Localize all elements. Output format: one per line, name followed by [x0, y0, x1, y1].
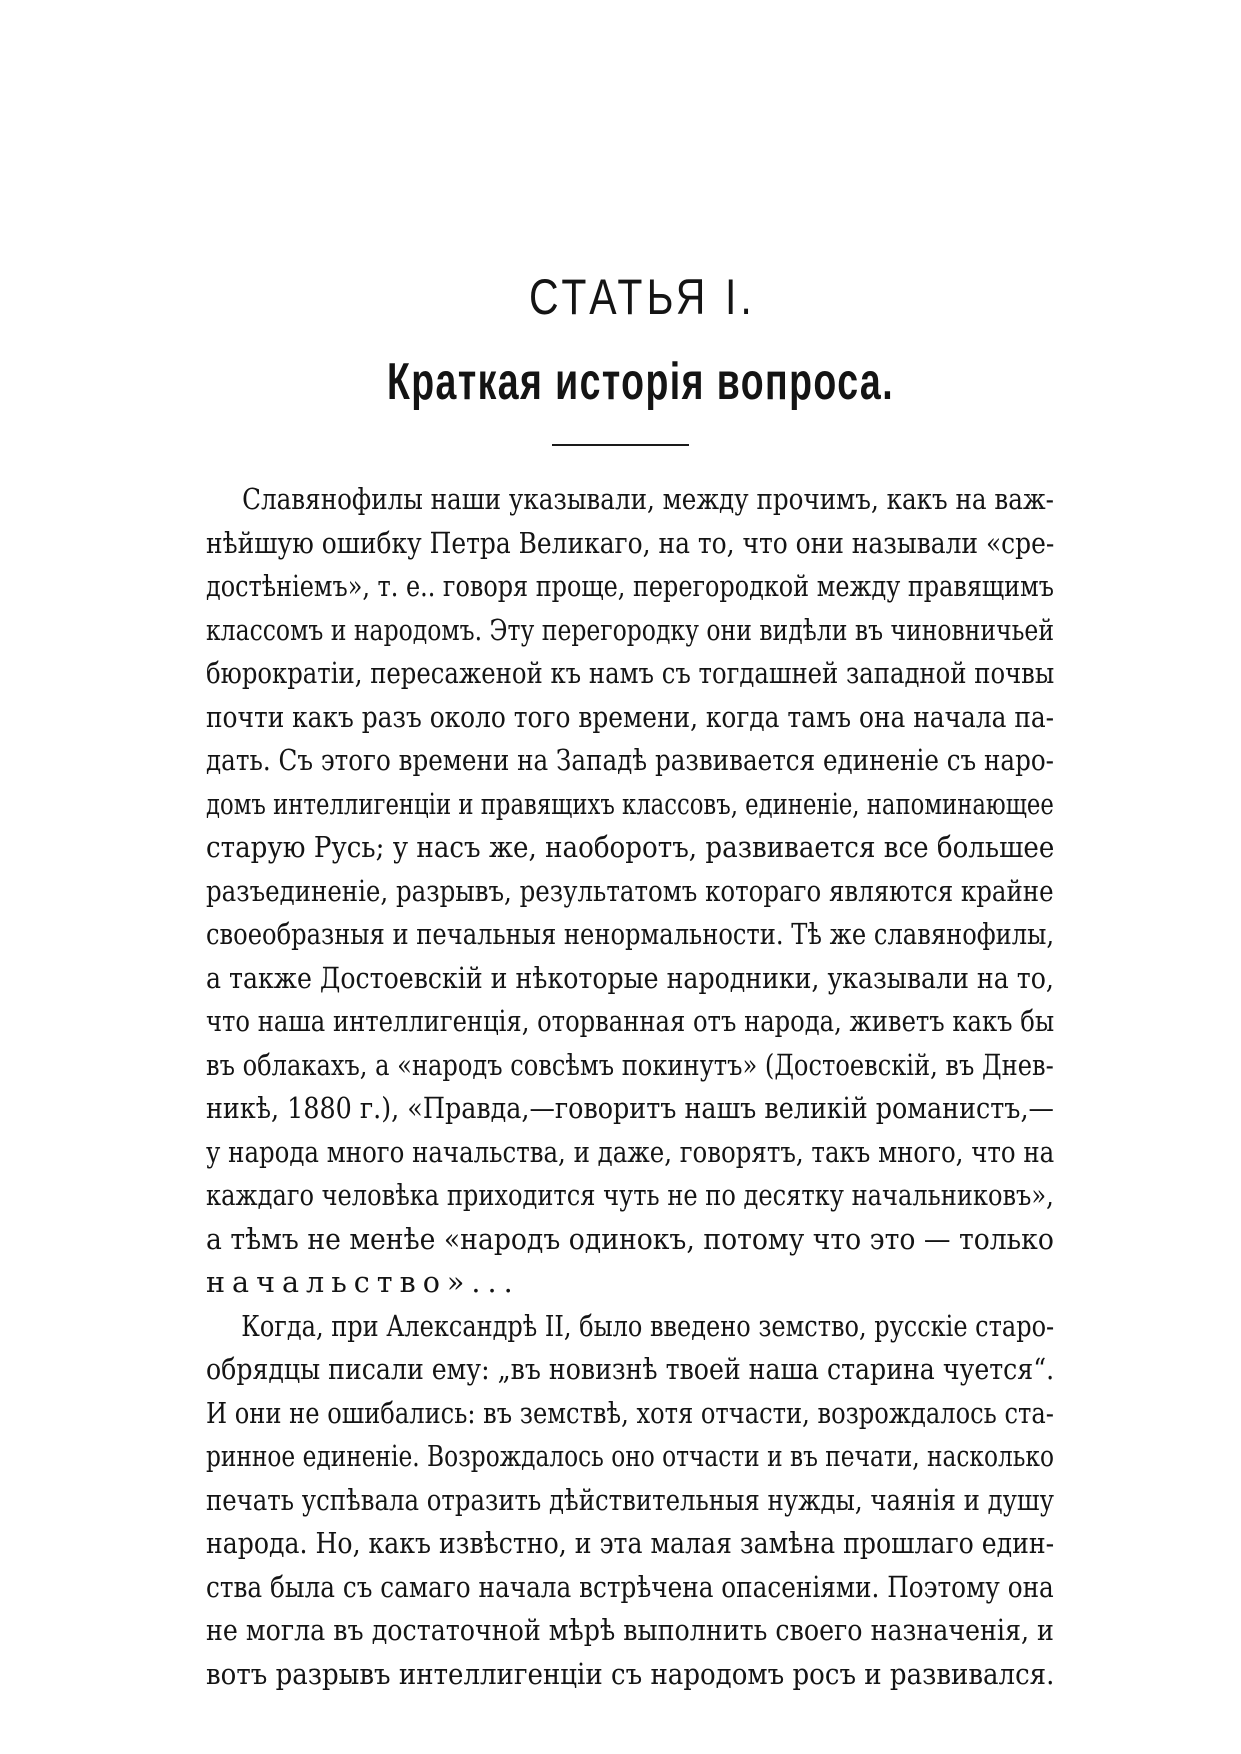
text-line: никѣ, 1880 г.), «Правда,—говоритъ нашъ великій романистъ,— [206, 1091, 1054, 1125]
text-line: почти какъ разъ около того времени, когда тамъ она начала па- [206, 699, 1055, 734]
text-line: ства была съ самаго начала встрѣчена опасеніями. Поэтому она [206, 1569, 1054, 1604]
text-line: начальство»... [206, 1265, 520, 1299]
text-line: своеобразныя и печальныя ненормальности. Тѣ же славянофилы, [206, 917, 1055, 951]
text-line: что наша интеллигенція, оторванная отъ народа, живетъ какъ бы [206, 1004, 1055, 1038]
text-line: Когда, при Александрѣ II, было введено земство, русскіе старо- [241, 1308, 1055, 1343]
text-line: ринное единеніе. Возрождалось оно отчасти и въ печати, насколько [206, 1439, 1054, 1473]
text-line: у народа много начальства, и даже, говорятъ, такъ много, что на [206, 1134, 1055, 1169]
article-body [206, 478, 1054, 1696]
text-line: старую Русь; у насъ же, наоборотъ, развивается все большее [206, 830, 1055, 864]
text-line: а также Достоевскій и нѣкоторые народники, указывали на то, [206, 960, 1054, 995]
chapter-subtitle: Краткая исторія вопроса. [386, 353, 895, 411]
text-line: И они не ошибались: въ земствѣ, хотя отчасти, возрождалось ста- [206, 1395, 1054, 1430]
text-line: нѣйшую ошибку Петра Великаго, на то, что они называли «сре- [206, 525, 1055, 560]
text-line: Славянофилы наши указывали, между прочимъ, какъ на важ- [242, 482, 1054, 516]
text-line: обрядцы писали ему: „въ новизнѣ твоей наша старина чуется“. [206, 1352, 1055, 1386]
paragraph-1 [206, 478, 1054, 1305]
text-line: печать успѣвала отразить дѣйствительныя нужды, чаянія и душу [206, 1482, 1054, 1517]
chapter-title: СТАТЬЯ I. [529, 269, 756, 325]
text-line: дать. Съ этого времени на Западѣ развивается единеніе съ наро- [206, 743, 1054, 777]
text-line: домъ интеллигенціи и правящихъ классовъ, единеніе, напоминающее [206, 786, 1054, 821]
text-line: бюрократіи, пересаженой къ намъ съ тогдашней западной почвы [206, 656, 1055, 690]
text-line: вотъ разрывъ интеллигенціи съ народомъ росъ и развивался. [206, 1656, 1055, 1691]
text-line: народа. Но, какъ извѣстно, и эта малая замѣна прошлаго един- [206, 1526, 1055, 1560]
text-line: каждаго человѣка приходится чуть не по десятку начальниковъ», [206, 1178, 1054, 1212]
text-line: а тѣмъ не менѣе «народъ одинокъ, потому что это — только [206, 1221, 1054, 1256]
text-line: не могла въ достаточной мѣрѣ выполнить своего назначенія, и [206, 1613, 1054, 1647]
text-line: разъединеніе, разрывъ, результатомъ котораго являются крайне [206, 873, 1054, 908]
paragraph-2 [206, 1305, 1054, 1697]
title-divider [552, 444, 689, 446]
text-line: классомъ и народомъ. Эту перегородку они видѣли въ чиновничьей [206, 612, 1054, 647]
text-line: въ облакахъ, а «народъ совсѣмъ покинутъ» (Достоевскій, въ Днев- [206, 1047, 1054, 1082]
text-line: достѣніемъ», т. е.. говоря проще, перегородкой между правящимъ [206, 569, 1054, 603]
